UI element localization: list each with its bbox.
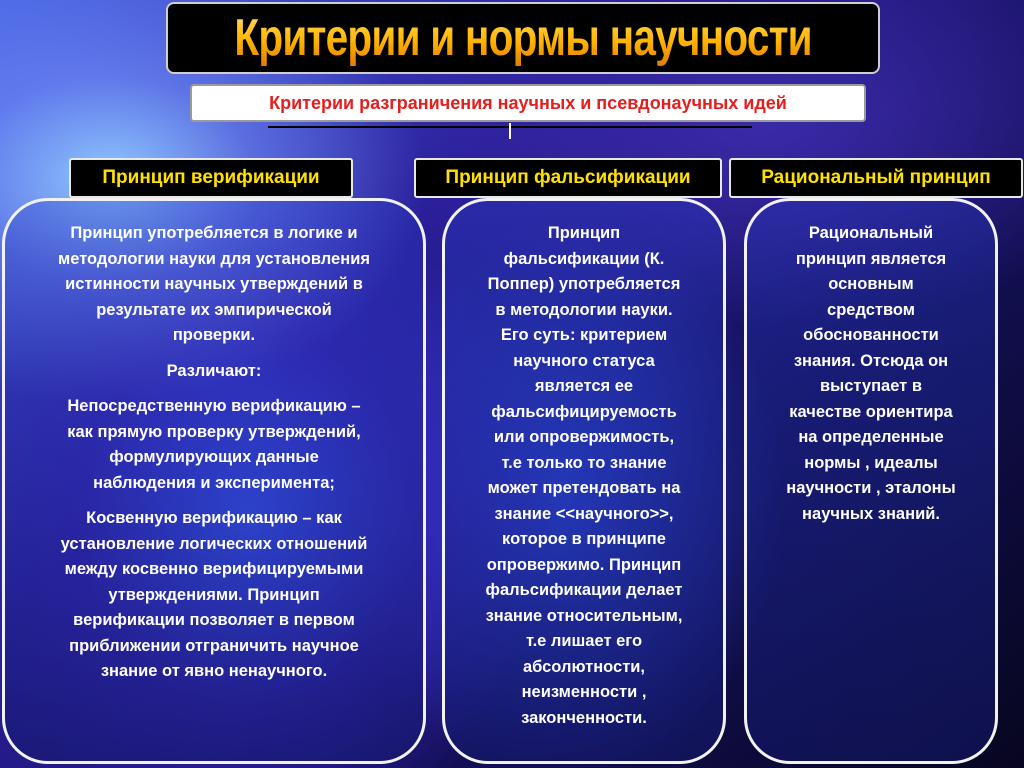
rational-text: Рациональный принцип является основным средством обоснованности знания. Отсюда он выступает в качестве ориентира на определенные нормы , идеалы научности , эталоны научных знаний. bbox=[786, 224, 956, 523]
heading-verification: Принцип верификации bbox=[69, 158, 353, 198]
heading-rational: Рациональный принцип bbox=[729, 158, 1023, 198]
card-falsification bbox=[442, 198, 726, 764]
slide-title: Критерии и нормы научности bbox=[234, 9, 812, 67]
verification-distinguish: Различают: bbox=[166, 361, 262, 380]
verification-direct: Непосредственную верификацию – как прямую проверку утверждений, формулирующих данные наблюдения и эксперимента; bbox=[67, 397, 361, 492]
verification-definition: Принцип употребляется в логике и методологии науки для установления истинности научных утверждений в результате их эмпирической проверки. bbox=[58, 224, 370, 344]
slide-title-box bbox=[166, 2, 880, 74]
card-rational bbox=[744, 198, 998, 764]
connector-stem bbox=[509, 123, 511, 139]
card-verification bbox=[2, 198, 426, 764]
slide-subtitle: Критерии разграничения научных и псевдонаучных идей bbox=[190, 84, 866, 122]
falsification-text: Принцип фальсификации (К. Поппер) употребляется в методологии науки. Его суть: критерием научного статуса является ее фальсифицируемость или опровержимость, т.е только то знание может претендовать на знание <<научного>>, которое в принципе опровержимо. Принцип фальсификации делает знание относительным, т.е лишает его абсолютности, неизменности , законченности. bbox=[485, 224, 683, 727]
heading-falsification: Принцип фальсификации bbox=[414, 158, 722, 198]
verification-indirect: Косвенную верификацию – как установление логических отношений между косвенно верифицируемыми утверждениями. Принцип верификации позволяет в первом приближении отграничить научное знание от явно ненаучного. bbox=[60, 509, 368, 680]
